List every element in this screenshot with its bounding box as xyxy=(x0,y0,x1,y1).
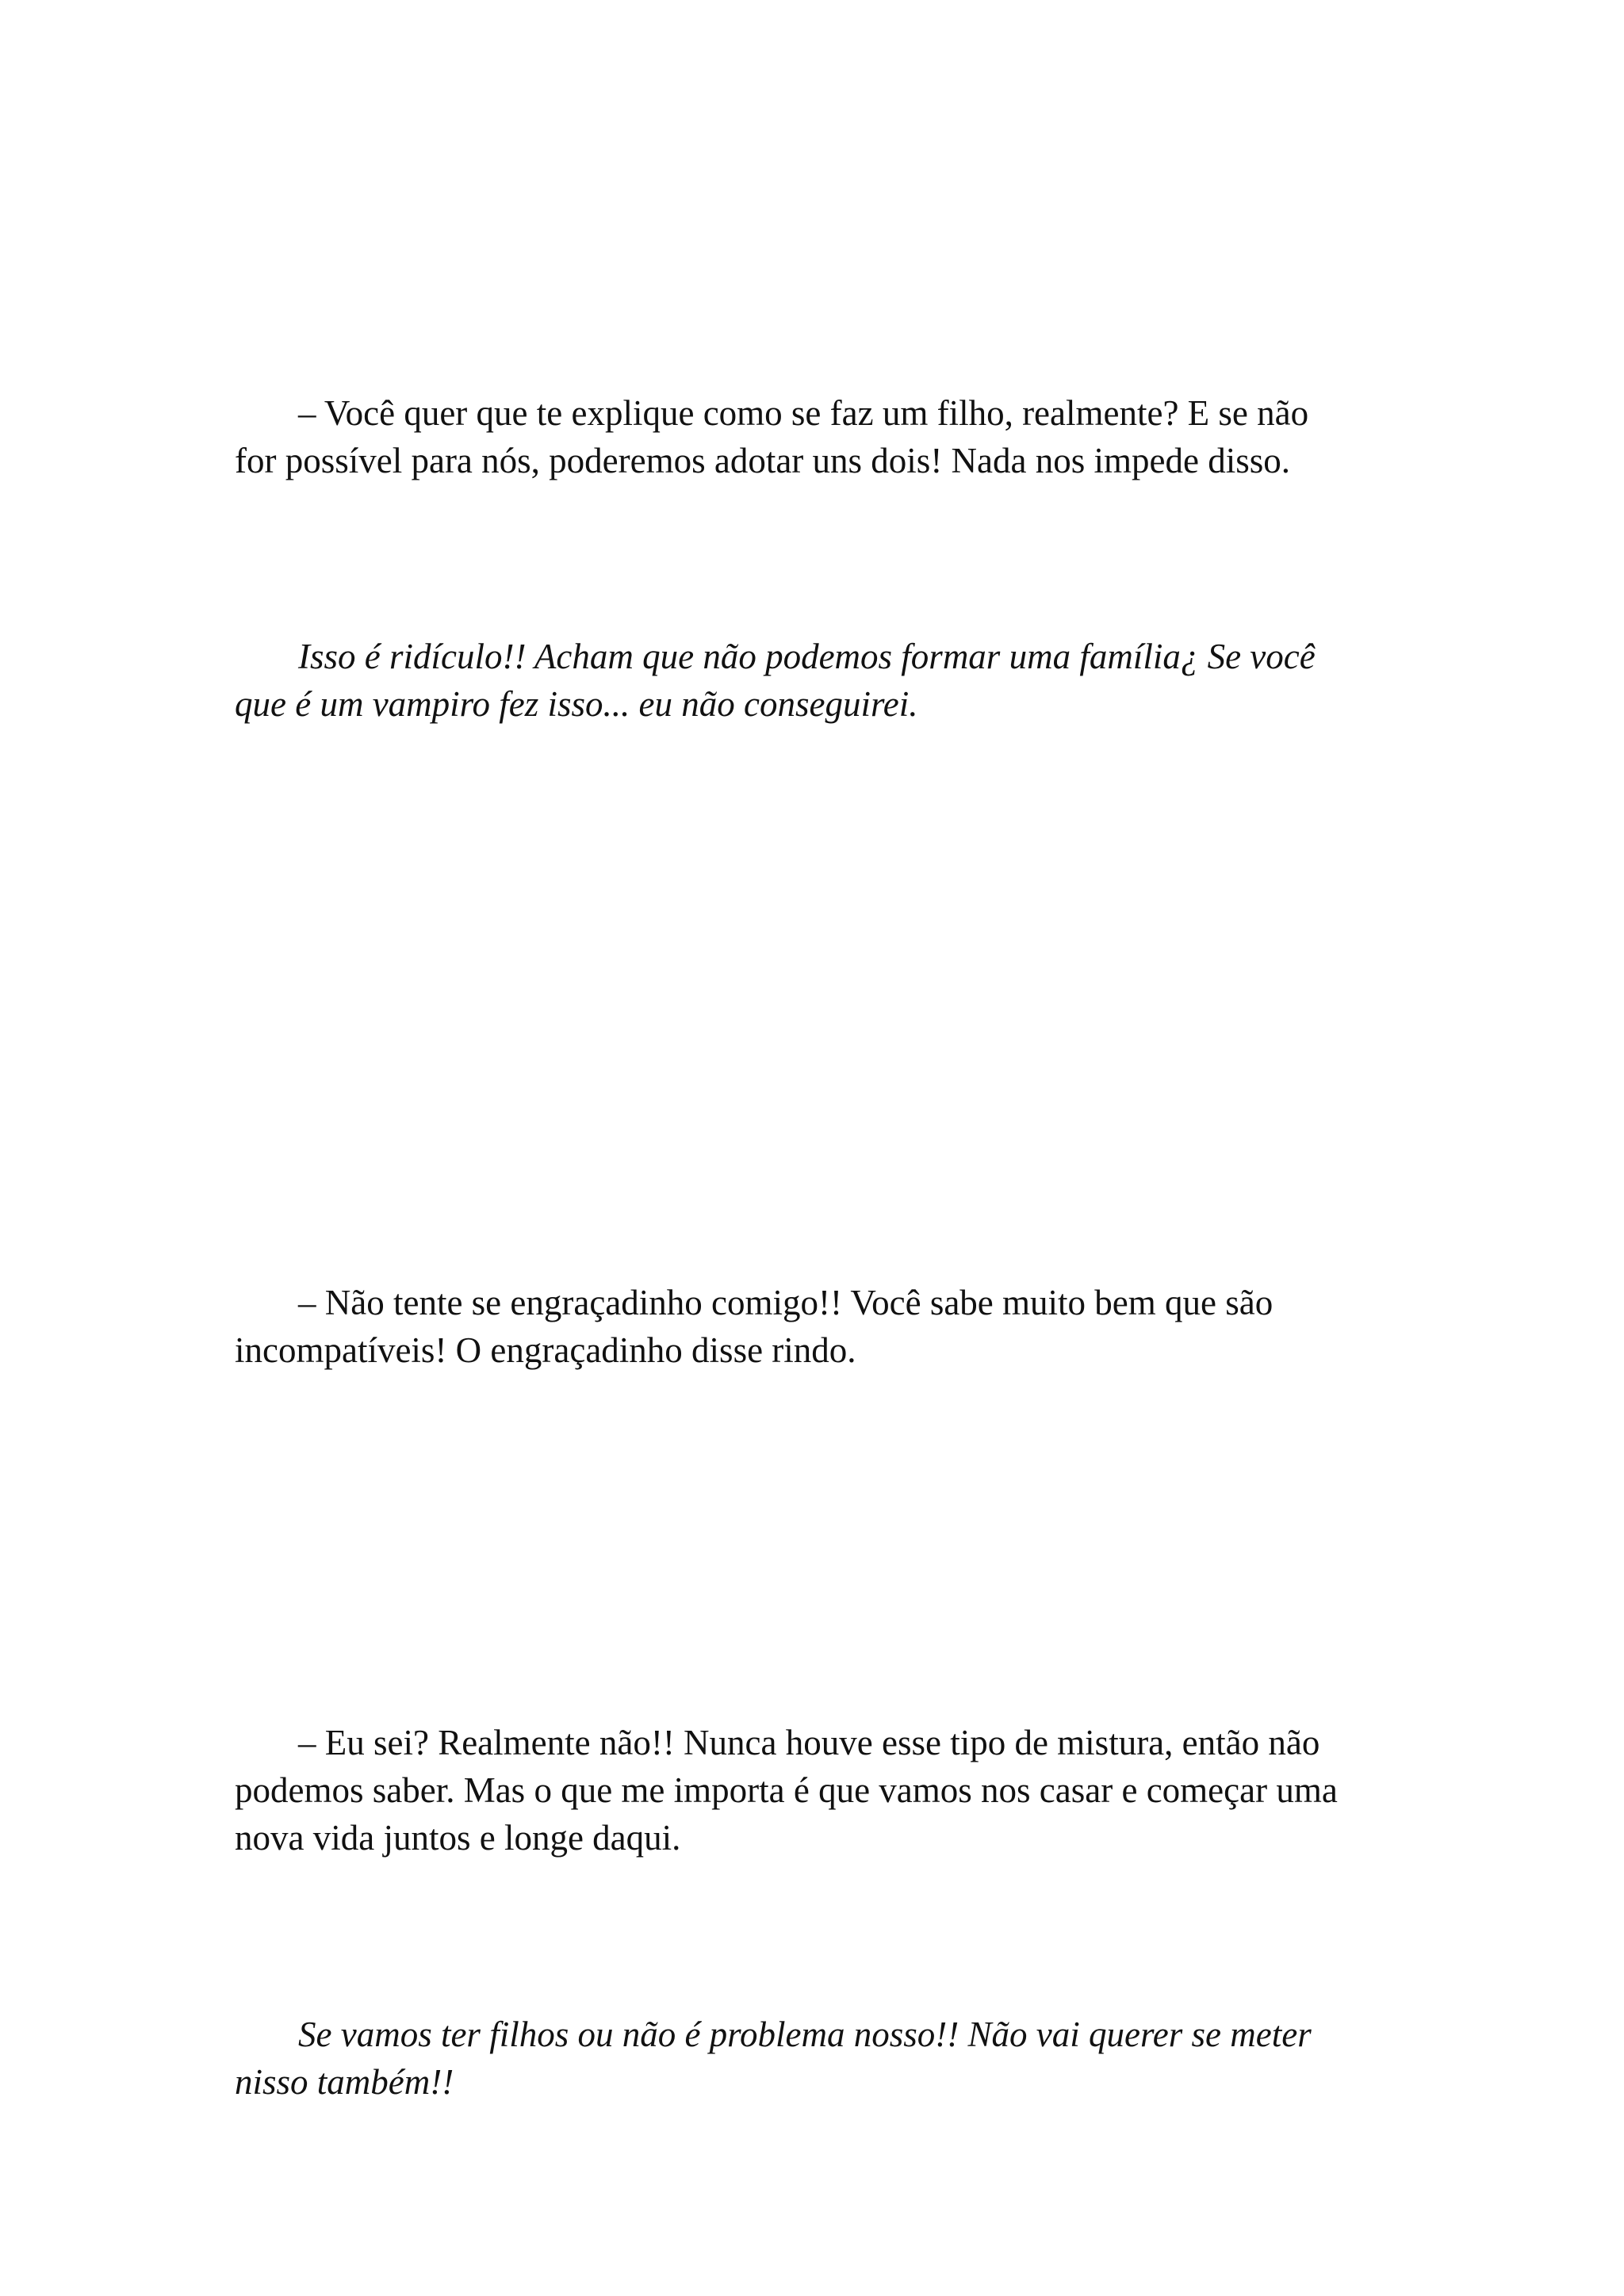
paragraph-dialogue-2 xyxy=(235,1279,1392,1374)
text-line: nisso também!! xyxy=(235,2062,454,2102)
text-line: incompatíveis! O engraçadinho disse rindo. xyxy=(235,1330,856,1370)
paragraph-thought-2 xyxy=(235,2011,1392,2106)
text-line: Se vamos ter filhos ou não é problema nosso!! Não vai querer se meter xyxy=(298,2015,1312,2054)
text-line: que é um vampiro fez isso... eu não conseguirei. xyxy=(235,684,918,724)
paragraph-thought-1 xyxy=(235,633,1392,728)
text-line: Isso é ridículo!! Acham que não podemos formar uma família¿ Se você xyxy=(298,637,1316,676)
paragraph-dialogue-3 xyxy=(235,1719,1392,1862)
text-line: for possível para nós, poderemos adotar uns dois! Nada nos impede disso. xyxy=(235,441,1290,480)
text-line: – Você quer que te explique como se faz um filho, realmente? E se não xyxy=(298,393,1309,433)
paragraph-dialogue-1 xyxy=(235,389,1392,484)
text-line: podemos saber. Mas o que me importa é que vamos nos casar e começar uma xyxy=(235,1770,1338,1810)
text-line: nova vida juntos e longe daqui. xyxy=(235,1818,681,1858)
text-line: – Eu sei? Realmente não!! Nunca houve esse tipo de mistura, então não xyxy=(298,1723,1320,1762)
text-line: – Não tente se engraçadinho comigo!! Você sabe muito bem que são xyxy=(298,1283,1274,1322)
